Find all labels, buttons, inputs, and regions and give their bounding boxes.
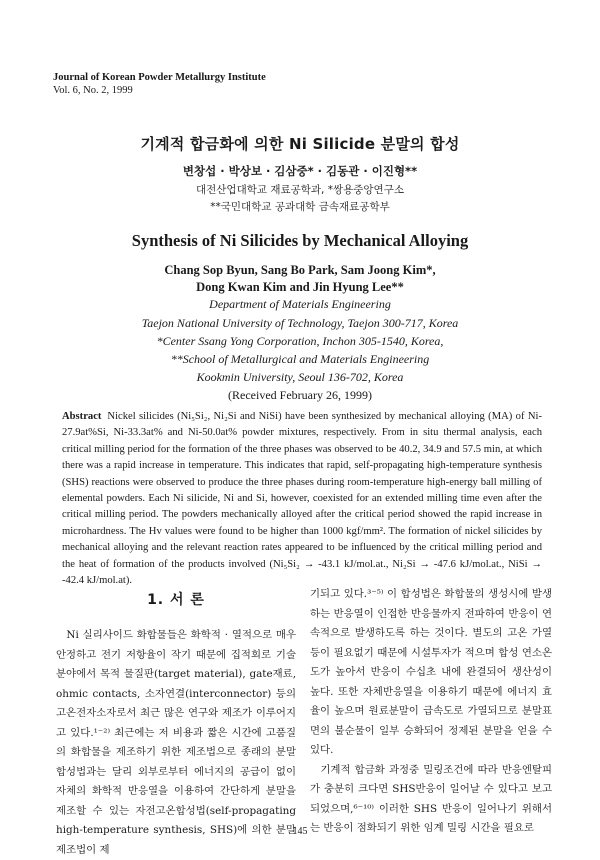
page-number: 145	[292, 826, 308, 837]
body-paragraph: 기계적 합금화 과정중 밀링조건에 따라 반응엔탈피가 충분히 크다면 SHS반응이 일어날 수 있다고 보고되었으며,⁶⁻¹⁰⁾ 이러한 SHS 반응이 일어나기 위해서는 반응이 점화되기 위한 임계 밀링 시간을 필요로	[310, 763, 552, 834]
english-authors-line2: Dong Kwan Kim and Jin Hyung Lee**	[196, 280, 404, 294]
korean-affiliation-1: 대전산업대학교 재료공학과, *쌍용중앙연구소	[196, 184, 404, 196]
body-paragraph: Ni 실리사이드 화합물들은 화학적 · 열적으로 매우 안정하고 전기 저항율이 작기 때문에 집적회로 기술분야에서 목적 물질판(target material), gate재료, ohmic contacts, 소자연결(interconnector) 등의 고온전자소자로서 최근 많은 연구와 제조가 이루어지고 있다.¹⁻²⁾ 최근에는 저 비용과 짧은 시간에 고품질의 화합물을 제조하기 위한 제조법으로 종래의 분말합성법과는 달리 외부로부터 에너지의 공급이 없이 자체의 화학적 반응열을 이용하여 간단하게 분말을 제조할 수 있는 자전고온합성법(self-propagating high-temperature synthesis, SHS)에 의한 분말제조법이 제	[56, 629, 296, 856]
korean-affiliation-2: **국민대학교 공과대학 금속재료공학부	[210, 201, 390, 213]
section-heading: 1. 서 론	[147, 592, 205, 608]
english-affiliation: Department of Materials Engineering	[209, 297, 391, 311]
korean-authors: 변창섭 · 박상보 · 김삼중* · 김동관 · 이진형**	[182, 164, 418, 178]
body-column-right	[310, 585, 552, 839]
english-affiliation: Taejon National University of Technology, Taejon 300-717, Korea	[141, 316, 459, 330]
english-title: Synthesis of Ni Silicides by Mechanical Alloying	[131, 231, 469, 250]
journal-volume: Vol. 6, No. 2, 1999	[53, 85, 133, 96]
abstract-text: Nickel silicides (Ni₅Si₂, Ni₂Si and NiSi) have been synthesized by mechanical alloying (MA) of Ni-27.9at%Si, Ni-33.3at% and Ni-50.0at% powder mixtures, respectively. From in situ thermal analysis, each critical milling period for the formation of the three phases was observed to be 40.2, 34.9 and 57.5 min, at which there was a rapid increase in temperature. This indicates that rapid, self-propagating high-temperature synthesis (SHS) reactions were observed to produce the three phases during room-temperature high-energy ball milling of elemental powders. Each Ni silicide, Ni and Si, however, coexisted for an extended milling time even after the critical milling period. The powders mechanically alloyed after the critical period showed the rapid increase in microhardness. The Hv values were found to be higher than 1000 kgf/mm². The formation of nickel silicides by mechanical alloying and the relevant reaction rates appeared to be influenced by the critical milling period and the heat of formation of the products involved (Ni₅Si₂ → -43.1 kJ/mol.at., Ni₂Si → -47.6 kJ/mol.at., NiSi → -42.4 kJ/mol.at).	[62, 411, 542, 587]
english-authors-line1: Chang Sop Byun, Sang Bo Park, Sam Joong Kim*,	[164, 263, 436, 277]
body-column-left	[56, 626, 296, 860]
body-paragraph: 기되고 있다.³⁻⁵⁾ 이 합성법은 화합물의 생성시에 발생하는 반응열이 인접한 반응물까지 전파하여 반응이 연속적으로 발생하도록 하는 것이다. 별도의 고온 가열 등이 필요없기 때문에 시설투자가 적으며 합성 연소온도가 높아서 반응이 수십초 내에 완결되어 생산성이 높다. 또한 자체반응열을 이용하기 때문에 에너지 효율이 높으며 원료분말이 급속도로 가열되므로 분말표면의 불순물이 일부 승화되어 정제된 분말을 얻을 수 있다.	[310, 588, 552, 756]
abstract-label: Abstract	[62, 411, 102, 422]
received-date: (Received February 26, 1999)	[228, 388, 372, 402]
english-affiliation: Kookmin University, Seoul 136-702, Korea	[196, 370, 404, 384]
journal-header	[53, 71, 266, 97]
journal-name: Journal of Korean Powder Metallurgy Institute	[53, 72, 266, 83]
korean-title: 기계적 합금화에 의한 Ni Silicide 분말의 합성	[140, 135, 460, 153]
abstract	[62, 409, 542, 589]
english-affiliation: **School of Metallurgical and Materials Engineering	[170, 352, 430, 366]
english-affiliation: *Center Ssang Yong Corporation, Inchon 305-1540, Korea,	[156, 334, 444, 348]
